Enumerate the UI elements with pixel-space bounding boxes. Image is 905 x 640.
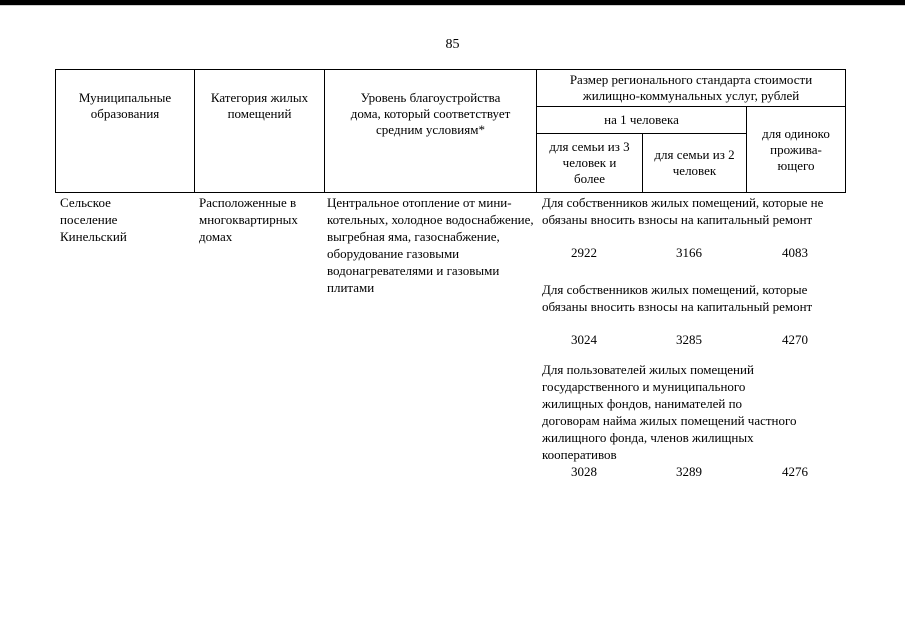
group-2-value-family3: 3024 [571, 332, 597, 347]
group-3-value-family2: 3289 [676, 464, 702, 479]
header-standard-size [536, 69, 846, 107]
header-standard-size-text: Размер регионального стандарта стоимости жилищно-коммунальных услуг, рублей [569, 72, 813, 103]
group-3-label [542, 361, 802, 463]
group-3-label-text: Для пользователей жилых помещений государственного и муниципального жилищных фондов, нанимателей по договорам найма жилых помещений частного жилищного фонда, членов жилищных кооперативов [542, 362, 797, 462]
header-family-3-text: для семьи из 3 человек и более [549, 139, 630, 186]
group-1-value-single: 4083 [782, 245, 808, 260]
header-per-person [536, 106, 747, 134]
cell-conditions-text: Центральное отопление от мини-котельных, холодное водоснабжение, выгребная яма, газоснабжение, оборудование газовыми водонагревателями и газовыми плитами [327, 195, 534, 295]
header-family-3 [536, 133, 643, 193]
header-family-2 [642, 133, 747, 193]
header-conditions [324, 69, 537, 193]
header-municipality-text: Муниципальные образования [78, 90, 172, 121]
group-3-value-family3: 3028 [571, 464, 597, 479]
header-single-text: для одиноко прожива-ющего [762, 125, 830, 173]
header-single [746, 106, 846, 193]
group-1-label-text: Для собственников жилых помещений, которые не обязаны вносить взносы на капитальный ремонт [542, 195, 824, 227]
header-per-person-text: на 1 человека [604, 112, 679, 127]
group-1-value-family2: 3166 [676, 245, 702, 260]
cell-municipality [60, 194, 160, 245]
group-2-value-family2: 3285 [676, 332, 702, 347]
header-family-2-text: для семьи из 2 человек [654, 147, 735, 178]
group-3-value-single: 4276 [782, 464, 808, 479]
group-2-label-text: Для собственников жилых помещений, которые обязаны вносить взносы на капитальный ремонт [542, 282, 813, 314]
header-category-text: Категория жилых помещений [210, 90, 309, 121]
page-number: 85 [445, 37, 460, 52]
group-1-value-family3: 2922 [571, 245, 597, 260]
header-conditions-text: Уровень благоустройства дома, который соответствует средним условиям* [350, 90, 511, 137]
cell-category-text: Расположенные в многоквартирных домах [199, 195, 298, 244]
cell-category [199, 194, 323, 245]
group-1-label [542, 194, 837, 228]
scan-top-edge-shadow [0, 5, 905, 6]
header-category [194, 69, 325, 193]
group-2-value-single: 4270 [782, 332, 808, 347]
cell-municipality-text: Сельское поселение Кинельский [60, 195, 127, 244]
group-2-label [542, 281, 822, 315]
header-municipality [55, 69, 195, 193]
cell-conditions [327, 194, 535, 296]
